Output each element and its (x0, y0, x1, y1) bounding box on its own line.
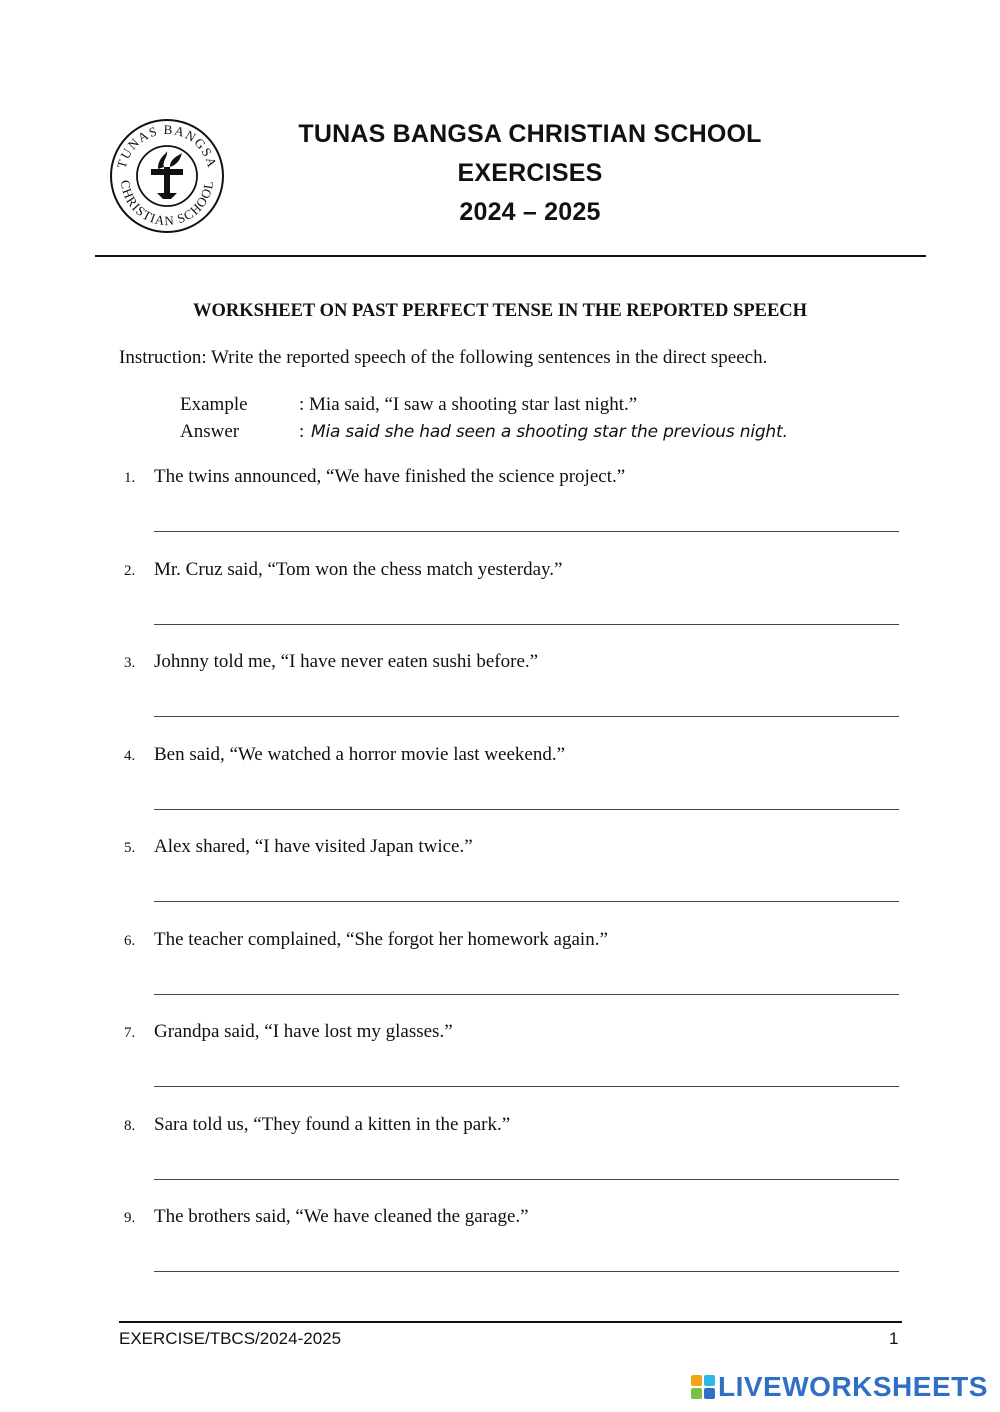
school-logo-icon (108, 117, 226, 235)
answer-line-9[interactable] (154, 1271, 899, 1272)
question-4-number: 4. (124, 748, 136, 764)
question-2-text: Mr. Cruz said, “Tom won the chess match yesterday.” (154, 559, 563, 580)
answer-line-5[interactable] (154, 901, 899, 902)
answer-colon: : (299, 421, 305, 442)
question-6-number: 6. (124, 933, 136, 949)
instruction-text: Instruction: Write the reported speech of the following sentences in the direct speech. (119, 347, 768, 368)
question-1-text: The twins announced, “We have finished the science project.” (154, 466, 626, 487)
header-divider (95, 255, 926, 257)
question-6-text: The teacher complained, “She forgot her homework again.” (154, 929, 608, 950)
question-1-number: 1. (124, 470, 136, 486)
question-3-number: 3. (124, 655, 136, 671)
answer-line-7[interactable] (154, 1086, 899, 1087)
question-8-text: Sara told us, “They found a kitten in the park.” (154, 1114, 511, 1135)
question-5-number: 5. (124, 840, 136, 856)
school-name: TUNAS BANGSA CHRISTIAN SCHOOL (298, 120, 762, 148)
example-answer: Mia said she had seen a shooting star the previous night. (311, 422, 788, 442)
brand-name: LIVEWORKSHEETS (718, 1371, 988, 1402)
question-4-text: Ben said, “We watched a horror movie last weekend.” (154, 744, 566, 765)
question-8-number: 8. (124, 1118, 136, 1134)
footer-code: EXERCISE/TBCS/2024-2025 (119, 1329, 342, 1348)
question-9-text: The brothers said, “We have cleaned the garage.” (154, 1206, 529, 1227)
answer-line-4[interactable] (154, 809, 899, 810)
answer-line-8[interactable] (154, 1179, 899, 1180)
footer-divider (119, 1321, 902, 1323)
question-2-number: 2. (124, 563, 136, 579)
question-9-number: 9. (124, 1210, 136, 1226)
question-5-text: Alex shared, “I have visited Japan twice.” (154, 836, 473, 857)
answer-line-3[interactable] (154, 716, 899, 717)
worksheet-title: WORKSHEET ON PAST PERFECT TENSE IN THE REPORTED SPEECH (192, 301, 808, 321)
answer-line-6[interactable] (154, 994, 899, 995)
exercises-subtitle: EXERCISES (457, 159, 603, 187)
school-logo (108, 117, 226, 235)
answer-label: Answer (180, 421, 240, 442)
answer-line-1[interactable] (154, 531, 899, 532)
question-3-text: Johnny told me, “I have never eaten sushi before.” (154, 651, 539, 672)
example-label: Example (180, 394, 248, 415)
question-7-number: 7. (124, 1025, 136, 1041)
question-7-text: Grandpa said, “I have lost my glasses.” (154, 1021, 453, 1042)
svg-text:CHRISTIAN SCHOOL: CHRISTIAN SCHOOL (117, 179, 217, 229)
page-number: 1 (889, 1329, 899, 1348)
school-year: 2024 – 2025 (459, 198, 601, 226)
liveworksheets-logo-icon (690, 1374, 716, 1400)
example-text: : Mia said, “I saw a shooting star last night.” (299, 394, 638, 415)
answer-line-2[interactable] (154, 624, 899, 625)
svg-text:TUNAS BANGSA: TUNAS BANGSA (113, 121, 221, 171)
liveworksheets-brand[interactable] (690, 1372, 988, 1402)
